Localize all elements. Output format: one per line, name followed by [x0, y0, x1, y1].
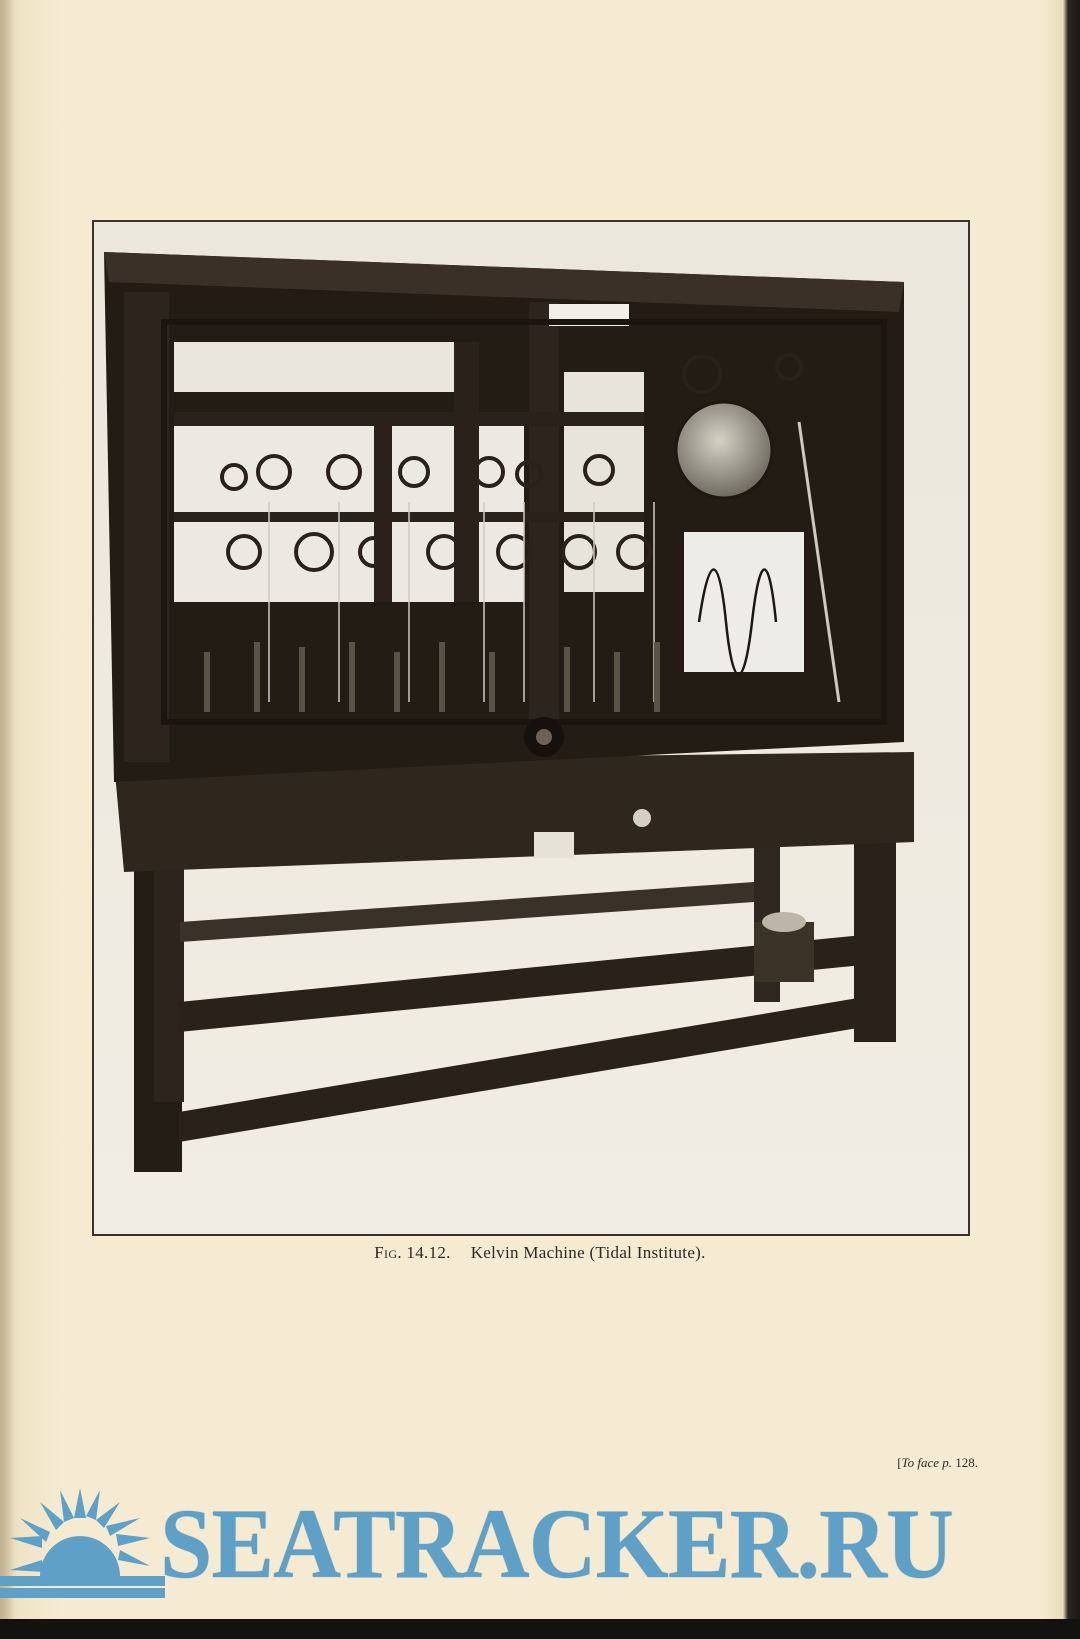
watermark-text: SEATRACKER.RU: [160, 1488, 953, 1599]
figure-number: Fig. 14.12.: [374, 1243, 451, 1262]
figure-caption: [0, 1243, 1080, 1263]
facing-page-note-number: 128.: [955, 1455, 978, 1470]
page-gutter-shadow: [0, 0, 14, 1639]
scan-bottom-edge: [0, 1619, 1080, 1639]
sun-icon: [0, 1480, 170, 1610]
facing-page-note-bracket: [: [897, 1455, 902, 1470]
photo-plate-kelvin-machine: [92, 220, 970, 1236]
figure-caption-text: Kelvin Machine (Tidal Institute).: [470, 1243, 706, 1262]
facing-page-note-italic: To face p.: [901, 1455, 952, 1470]
facing-page-note: [897, 1455, 978, 1471]
